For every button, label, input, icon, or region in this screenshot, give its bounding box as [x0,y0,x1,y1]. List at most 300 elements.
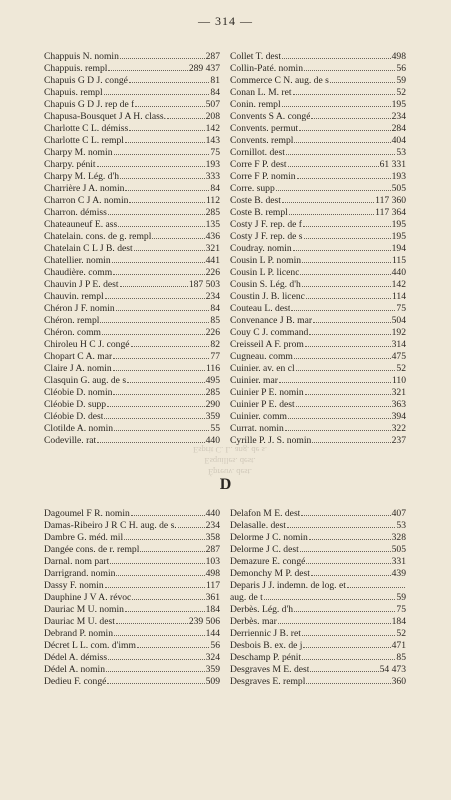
dot-leader [134,242,205,251]
entry-page-ref: 504 [391,315,406,326]
dot-leader [294,603,395,612]
entry-page-ref: 505 [391,183,406,194]
entry-name: Deparis J J. indemn. de log. et [230,580,346,591]
index-entry [230,531,406,543]
entry-name: Convenance J B. mar [230,315,313,326]
dot-leader [282,194,374,203]
entry-name: Coste B. rempl [230,207,288,218]
dot-leader [309,326,390,335]
index-entry [230,663,406,675]
index-entry [230,218,406,230]
dot-leader [303,218,391,227]
index-entry [44,362,220,374]
index-entry [44,170,220,182]
index-entry [230,627,406,639]
dot-leader [137,639,209,648]
index-entry [230,158,406,170]
dot-leader [100,314,209,323]
entry-name: Debrand P. nomin [44,628,114,639]
entry-page-ref: 498 [391,51,406,62]
index-entry [44,62,220,74]
dot-leader [297,170,391,179]
entry-name: Darrigrand. nomin [44,568,116,579]
entry-name: Currat. nomin [230,423,284,434]
entry-name: Claire J A. nomin [44,363,112,374]
entry-name: Dauriac M U. nomin [44,604,124,615]
index-entry [44,50,220,62]
entry-page-ref: 363 [391,399,406,410]
index-entry [230,398,406,410]
entry-name: Corre. supp [230,183,275,194]
index-entry [44,182,220,194]
index-entry [230,194,406,206]
dot-leader [311,567,391,576]
entry-name: Charpy M. nomin [44,147,113,158]
entry-page-ref: 226 [205,327,220,338]
dot-leader [302,651,395,660]
index-entry [44,627,220,639]
index-entry [44,350,220,362]
dot-leader [313,314,391,323]
entry-page-ref: 52 [396,363,406,374]
entry-name: Cuinier. mar [230,375,278,386]
entry-page-ref: 509 [205,676,220,687]
index-entry [44,122,220,134]
dot-leader [288,410,391,419]
index-entry [230,134,406,146]
entry-name: Derbès. Lég. d'h [230,604,294,615]
entry-name: Dassy F. nomin [44,580,104,591]
index-entry [230,182,406,194]
entry-name: Delafon M E. dest [230,508,301,519]
section-letter: D [219,476,232,493]
index-entry [230,86,406,98]
entry-page-ref: 110 [391,375,406,386]
entry-page-ref: 84 [210,183,220,194]
dot-leader [127,374,205,383]
dot-leader [291,302,395,311]
entry-page-ref: 115 [391,255,406,266]
dot-leader [304,230,391,239]
index-entry [44,134,220,146]
entry-page-ref: 440 [391,267,406,278]
dot-leader [125,182,209,191]
dot-leader [310,663,378,672]
entry-page-ref: 239 506 [188,616,220,627]
entry-page-ref: 56 [396,63,406,74]
index-entry [230,362,406,374]
entry-name: Demazure E. congé [230,556,306,567]
dot-leader [305,338,391,347]
dot-leader [135,98,204,107]
entry-name: Convents. permut [230,123,299,134]
entry-name: Chauvin J P E. dest [44,279,119,290]
entry-page-ref: 321 [205,243,220,254]
entry-page-ref: 360 [391,676,406,687]
dot-leader [287,519,395,528]
entry-page-ref: 195 [391,219,406,230]
entry-name: Dangée cons. de r. rempl [44,544,140,555]
entry-page-ref: 331 [391,556,406,567]
entry-name: Charlotte C L. démiss [44,123,129,134]
dot-leader [178,519,205,528]
dot-leader [330,74,396,83]
entry-name: aug. de t [230,592,263,603]
entry-page-ref: 75 [396,303,406,314]
dot-leader [305,386,391,395]
entry-page-ref: 75 [396,604,406,615]
index-entry [44,326,220,338]
dot-leader [113,350,209,359]
index-entry [44,86,220,98]
dot-leader [107,398,205,407]
dot-leader [306,290,391,299]
dot-leader [113,362,205,371]
entry-page-ref: 321 [391,387,406,398]
dot-leader [152,230,204,239]
entry-page-ref: 75 [210,147,220,158]
dot-leader [296,362,396,371]
dot-leader [118,218,204,227]
entry-name: Derbès. mar [230,616,277,627]
dot-leader [293,86,396,95]
index-entry [230,434,406,446]
entry-name: Commerce C N. aug. de s [230,75,329,86]
page-number: — 314 — [198,14,253,28]
entry-name: Chéron. rempl [44,315,100,326]
index-entry [230,350,406,362]
entry-page-ref: 116 [205,363,220,374]
entry-name: Chatellier. nomin [44,255,111,266]
entry-page-ref: 142 [391,279,406,290]
entry-name: Chateauneuf E. ass [44,219,118,230]
index-entry [230,675,406,687]
entry-name: Damas-Ribeiro J R C H. aug. de s. [44,520,177,531]
dot-leader [102,326,205,335]
entry-page-ref: 144 [205,628,220,639]
entry-name: Corre F P. nomin [230,171,296,182]
entry-page-ref: 440 [205,435,220,446]
entry-page-ref: 285 [205,207,220,218]
entry-page-ref: 475 [391,351,406,362]
dot-leader [108,206,205,215]
entry-page-ref: 290 [205,399,220,410]
entry-page-ref: 53 [396,520,406,531]
index-entry [230,651,406,663]
dot-leader [306,675,390,684]
index-column-left [44,50,220,446]
entry-page-ref: 193 [391,171,406,182]
entry-name: Charron. démiss [44,207,107,218]
dot-leader [279,374,391,383]
dot-leader [97,434,204,443]
entry-page-ref: 314 [391,339,406,350]
entry-name: Cyrille P. J. S. nomin [230,435,312,446]
entry-name: Collin-Paté. nomin [230,63,304,74]
entry-page-ref: 114 [391,291,406,302]
dot-leader [311,110,390,119]
entry-page-ref: 208 [205,111,220,122]
dot-leader [309,531,391,540]
entry-page-ref: 234 [205,520,220,531]
entry-page-ref: 193 [205,159,220,170]
entry-name: Coudray. nomin [230,243,292,254]
index-entry [230,50,406,62]
entry-name: Clotilde A. nomin [44,423,114,434]
entry-page-ref: 81 [210,75,220,86]
entry-page-ref: 234 [205,291,220,302]
entry-page-ref: 77 [210,351,220,362]
entry-page-ref: 471 [391,640,406,651]
index-entry [44,422,220,434]
entry-name: Décret L L. com. d'imm [44,640,136,651]
entry-name: Delasalle. dest [230,520,286,531]
entry-name: Cugneau. comm [230,351,293,362]
dot-leader [302,254,391,263]
index-entry [44,194,220,206]
entry-page-ref: 142 [205,123,220,134]
dot-leader [294,350,391,359]
entry-name: Costy J F. rep. de s [230,231,303,242]
entry-page-ref: 117 [205,580,220,591]
dot-leader [114,146,210,155]
entry-name: Codeville. rat [44,435,97,446]
entry-page-ref: 361 [205,592,220,603]
index-entry [44,398,220,410]
index-entry [44,675,220,687]
index-entry [44,230,220,242]
entry-name: Dauriac M U. dest [44,616,115,627]
index-entry [44,290,220,302]
dot-leader [288,158,379,167]
entry-name: Delorme J C. dest [230,544,299,555]
index-entry [44,254,220,266]
dot-leader [108,651,204,660]
entry-name: Cléobie D. supp [44,399,107,410]
entry-name: Chiroleu H C J. congé [44,339,130,350]
index-entry [44,110,220,122]
dot-leader [264,591,396,600]
entry-name: Desgraves E. rempl [230,676,306,687]
index-entry [44,386,220,398]
dot-leader [276,182,391,191]
dot-leader [120,278,188,287]
dot-leader [347,579,405,588]
dot-leader [294,134,390,143]
entry-page-ref: 103 [205,556,220,567]
entry-page-ref: 285 [205,387,220,398]
bottom-index-columns [44,507,406,687]
index-entry [230,254,406,266]
index-entry [230,314,406,326]
entry-name: Derriennic J B. ret [230,628,301,639]
entry-name: Cousin L P. nomin [230,255,302,266]
index-entry [230,374,406,386]
dot-leader [116,615,188,624]
dot-leader [129,74,209,83]
entry-name: Cléobie D. dest [44,411,104,422]
entry-name: Charlotte C L. rempl [44,135,124,146]
index-entry [44,579,220,591]
index-column-right [230,507,406,687]
dot-leader [140,543,204,552]
entry-name: Cuinier P E. nomin [230,387,304,398]
entry-page-ref: 117 364 [375,207,406,218]
index-entry [44,410,220,422]
entry-name: Chatelain. cons. de g. rempl [44,231,152,242]
entry-page-ref: 394 [391,411,406,422]
index-entry [44,218,220,230]
entry-name: Chapuis G D J. rep de f [44,99,135,110]
index-entry [230,122,406,134]
entry-name: Chatelain C L J B. dest [44,243,133,254]
dot-leader [289,206,374,215]
entry-name: Coustin J. B. licenc [230,291,305,302]
index-entry [44,531,220,543]
index-entry [44,591,220,603]
entry-page-ref: 54 473 [379,664,406,675]
entry-name: Charpy. pénit [44,159,96,170]
entry-page-ref: 85 [210,315,220,326]
entry-name: Cousin L P. licenc [230,267,300,278]
entry-page-ref: 84 [210,303,220,314]
entry-name: Convents. rempl [230,135,294,146]
dot-leader [278,615,391,624]
entry-page-ref: 322 [391,423,406,434]
index-entry [44,266,220,278]
index-entry [44,615,220,627]
entry-page-ref: 56 [210,640,220,651]
entry-page-ref: 184 [391,616,406,627]
dot-leader [299,122,390,131]
entry-name: Cousin S. Lég. d'h [230,279,301,290]
entry-page-ref: 112 [205,195,220,206]
entry-page-ref: 436 [205,231,220,242]
index-column-left [44,507,220,687]
entry-name: Desbois B. ex. de j [230,640,303,651]
dot-leader [114,422,209,431]
entry-page-ref: 505 [391,544,406,555]
index-entry [44,338,220,350]
dot-leader [97,158,205,167]
dot-leader [302,278,391,287]
bleed-line: Esquilles. dest. [204,456,256,466]
dot-leader [300,543,391,552]
index-entry [44,242,220,254]
entry-name: Cléobie D. nomin [44,387,113,398]
entry-page-ref: 184 [205,604,220,615]
entry-page-ref: 117 360 [375,195,406,206]
entry-page-ref: 195 [391,99,406,110]
index-entry [230,110,406,122]
entry-name: Conin. rempl [230,99,281,110]
entry-page-ref: 82 [210,339,220,350]
entry-name: Chappuis. rempl [44,63,108,74]
index-entry [44,651,220,663]
dot-leader [285,422,391,431]
bleed-line: Épreuv. dest. [207,467,253,477]
entry-page-ref: 289 437 [188,63,220,74]
index-entry [230,98,406,110]
dot-leader [107,675,204,684]
dot-leader [120,50,205,59]
index-entry [230,326,406,338]
entry-page-ref: 359 [205,664,220,675]
entry-name: Couteau L. dest [230,303,291,314]
entry-page-ref: 440 [205,508,220,519]
index-entry [230,639,406,651]
index-entry [230,230,406,242]
index-entry [44,663,220,675]
entry-name: Dauphine J V A. révoc [44,592,132,603]
entry-page-ref: 143 [205,135,220,146]
entry-page-ref: 324 [205,652,220,663]
entry-name: Collet T. dest [230,51,282,62]
entry-page-ref: 495 [205,375,220,386]
entry-page-ref: 287 [205,544,220,555]
entry-name: Convents S A. congé [230,111,311,122]
entry-name: Chapusa-Bousquet J A H. class. [44,111,167,122]
entry-name: Dédel A. démiss [44,652,108,663]
index-entry [44,206,220,218]
entry-page-ref: 195 [391,231,406,242]
index-entry [230,615,406,627]
dot-leader [108,62,187,71]
entry-name: Charrière J A. nomin [44,183,125,194]
dot-leader [303,639,390,648]
index-entry [230,410,406,422]
index-entry [44,543,220,555]
entry-name: Dédel A. nomin [44,664,106,675]
entry-page-ref: 53 [396,147,406,158]
index-entry [230,242,406,254]
dot-leader [282,98,391,107]
index-entry [230,278,406,290]
entry-page-ref: 85 [396,652,406,663]
entry-page-ref: 226 [205,267,220,278]
dot-leader [105,579,205,588]
dot-leader [110,555,204,564]
entry-name: Charron C J A. nomin [44,195,129,206]
entry-name: Chaudière. comm [44,267,113,278]
index-column-right [230,50,406,446]
dot-leader [104,86,210,95]
entry-name: Chéron. comm [44,327,102,338]
entry-page-ref: 284 [391,123,406,134]
entry-name: Charpy M. Lég. d'h [44,171,120,182]
entry-page-ref: 194 [391,243,406,254]
entry-name: Dagoumel F R. nomin [44,508,130,519]
dot-leader [104,410,204,419]
dot-leader [129,122,204,131]
index-entry [44,567,220,579]
entry-name: Chauvin. rempl [44,291,104,302]
entry-name: Dambre G. méd. mil [44,532,124,543]
index-entry [44,374,220,386]
entry-name: Cuinier. comm [230,411,288,422]
entry-name: Desgraves M E. dest [230,664,310,675]
dot-leader [113,266,204,275]
index-entry [230,266,406,278]
entry-name: Deschamp P. pénit [230,652,302,663]
entry-page-ref: 61 331 [379,159,406,170]
dot-leader [304,62,395,71]
index-entry [44,98,220,110]
entry-page-ref: 59 [396,75,406,86]
index-entry [44,639,220,651]
entry-page-ref: 52 [396,628,406,639]
dot-leader [116,302,210,311]
